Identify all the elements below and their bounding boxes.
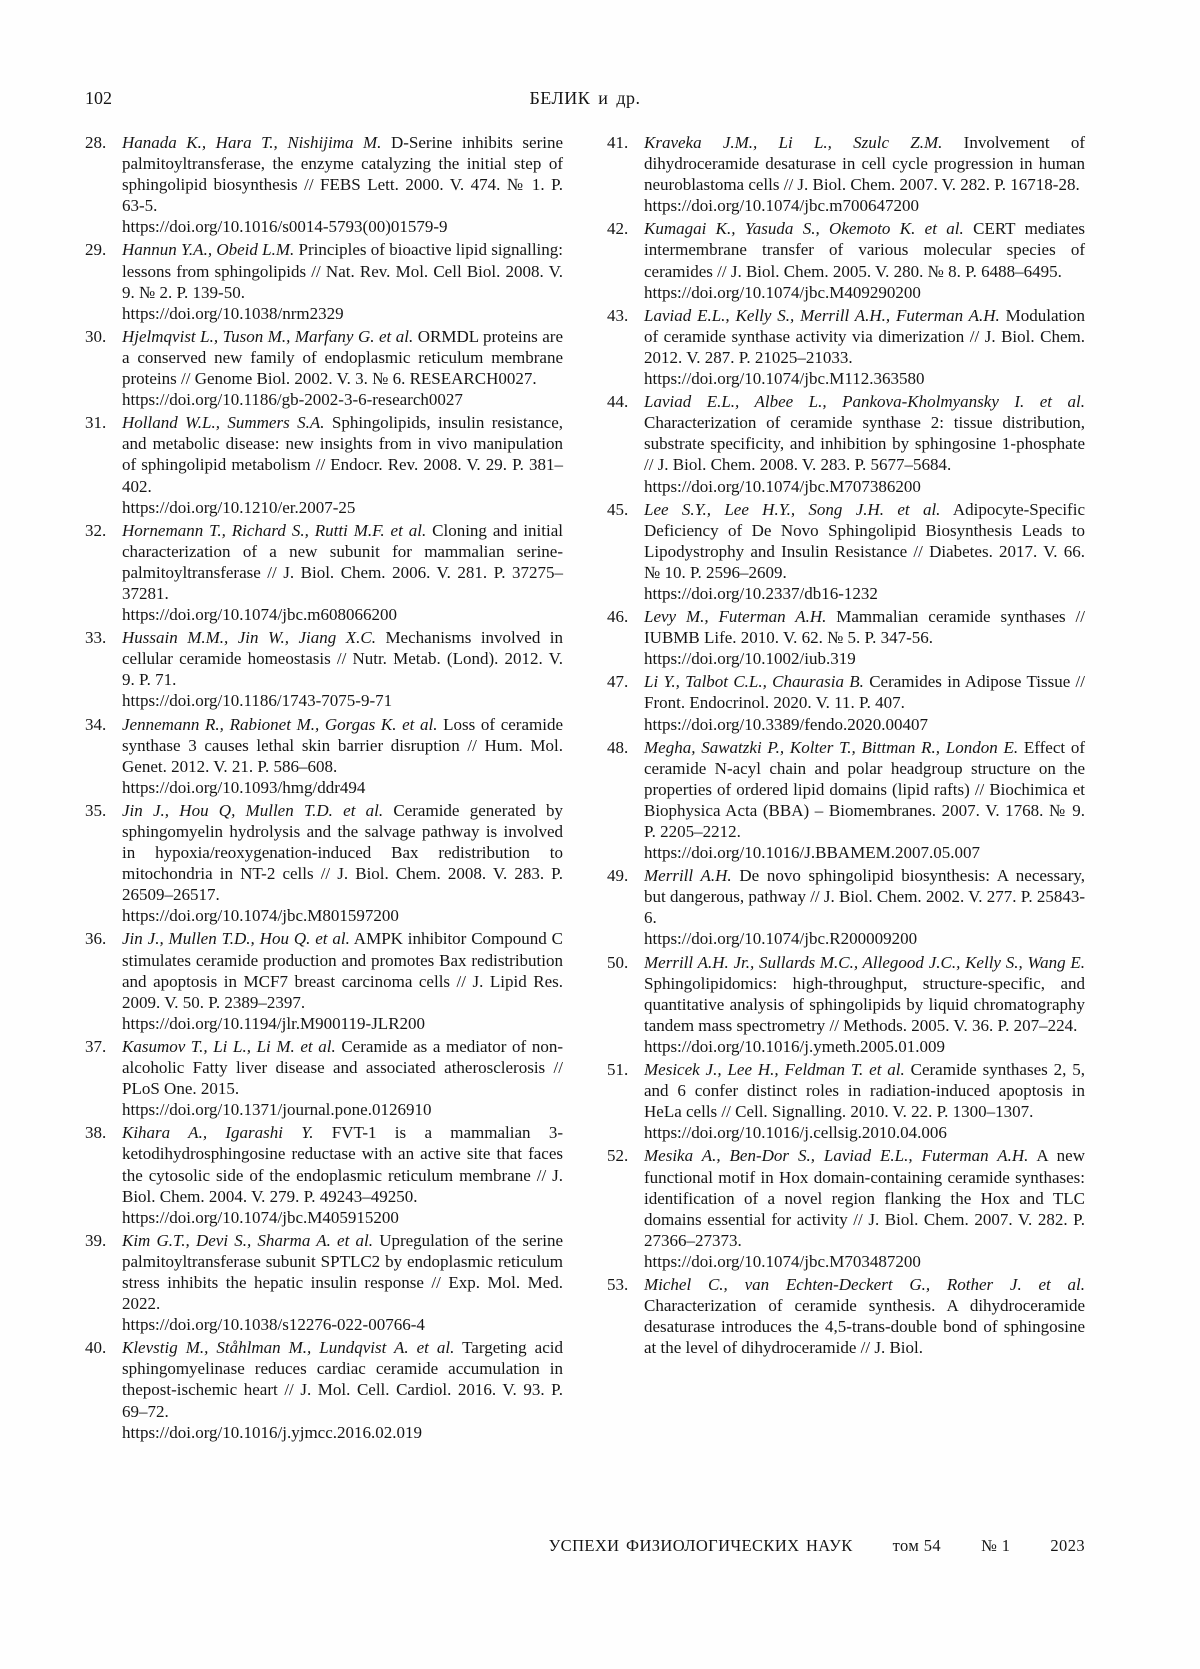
reference-authors: Kasumov T., Li L., Li M. et al. [122, 1036, 336, 1056]
reference-authors: Jin J., Mullen T.D., Hou Q. et al. [122, 929, 350, 949]
reference-body [644, 1274, 1085, 1358]
reference-item [607, 606, 1085, 669]
reference-body [122, 800, 563, 905]
reference-body [644, 606, 1085, 648]
reference-authors: Kumagai K., Yasuda S., Okemoto K. et al. [644, 219, 964, 239]
reference-doi: https://doi.org/10.1038/nrm2329 [122, 303, 344, 323]
reference-body [122, 132, 563, 216]
reference-item [607, 499, 1085, 604]
reference-text: Characterization of ceramide synthase 2: tissue distribution, substrate specificity, and inhibition by sphingosine 1-phosphate // J. Biol. Chem. 2008. V. 283. P. 5677–5684. [644, 413, 1085, 475]
reference-number: 53. [607, 1274, 629, 1294]
reference-item [607, 1145, 1085, 1272]
reference-item [607, 671, 1085, 734]
reference-text: Cloning and initial characterization of a new subunit for mammalian serine-palmitoyltransferase // J. Biol. Chem. 2006. V. 281. P. 37275–37281. [122, 520, 563, 603]
reference-item [85, 714, 563, 798]
reference-authors: Mesika A., Ben-Dor S., Laviad E.L., Futerman A.H. [644, 1146, 1029, 1166]
reference-body [644, 499, 1085, 583]
reference-doi: https://doi.org/10.1074/jbc.M707386200 [644, 476, 921, 496]
reference-doi: https://doi.org/10.1210/er.2007-25 [122, 497, 356, 517]
reference-authors: Lee S.Y., Lee H.Y., Song J.H. et al. [644, 499, 941, 519]
reference-doi: https://doi.org/10.1194/jlr.M900119-JLR200 [122, 1013, 426, 1033]
reference-doi: https://doi.org/10.1074/jbc.M405915200 [122, 1207, 399, 1227]
reference-authors: Hjelmqvist L., Tuson M., Marfany G. et al. [122, 326, 414, 346]
footer-issue: № 1 [981, 1536, 1011, 1555]
reference-list [85, 132, 1085, 1445]
reference-number: 42. [607, 219, 629, 239]
page-header [85, 88, 1085, 112]
reference-item [607, 952, 1085, 1057]
reference-authors: Michel C., van Echten-Deckert G., Rother J. et al. [644, 1274, 1085, 1294]
reference-item [85, 1337, 563, 1442]
reference-body [644, 218, 1085, 281]
reference-authors: Kim G.T., Devi S., Sharma A. et al. [122, 1230, 373, 1250]
reference-authors: Hornemann T., Richard S., Rutti M.F. et al. [122, 520, 427, 540]
reference-body [122, 714, 563, 777]
reference-text: AMPK inhibitor Compound C stimulates ceramide production and promotes Bax redistribution and apoptosis in MCF7 breast carcinoma cells // J. Lipid Res. 2009. V. 50. P. 2389–2397. [122, 929, 563, 1012]
reference-text: Characterization of ceramide synthesis. A dihydroceramide desaturase introduces the 4,5-trans-double bond of sphingosine at the level of dihydroceramide // J. Biol. [644, 1296, 1085, 1358]
reference-text: Loss of ceramide synthase 3 causes lethal skin barrier disruption // Hum. Mol. Genet. 2012. V. 21. P. 586–608. [122, 714, 563, 776]
page-number: 102 [85, 88, 112, 108]
reference-doi: https://doi.org/10.2337/db16-1232 [644, 583, 878, 603]
reference-authors: Megha, Sawatzki P., Kolter T., Bittman R., London E. [644, 737, 1019, 757]
reference-item [85, 1230, 563, 1335]
reference-number: 40. [85, 1338, 107, 1358]
reference-number: 50. [607, 952, 629, 972]
reference-number: 48. [607, 737, 629, 757]
reference-number: 33. [85, 628, 107, 648]
reference-doi: https://doi.org/10.1016/J.BBAMEM.2007.05.007 [644, 843, 980, 863]
reference-number: 35. [85, 800, 107, 820]
reference-number: 49. [607, 866, 629, 886]
reference-item [607, 132, 1085, 216]
reference-body [122, 627, 563, 690]
reference-number: 41. [607, 133, 629, 152]
reference-text: Ceramides in Adipose Tissue // Front. Endocrinol. 2020. V. 11. P. 407. [644, 672, 1086, 713]
reference-text: D-Serine inhibits serine palmitoyltransferase, the enzyme catalyzing the initial step of sphingolipid biosynthesis // FEBS Lett. 2000. V. 474. № 1. P. 63-5. [122, 133, 564, 216]
reference-body [644, 952, 1085, 1036]
reference-body [122, 928, 563, 1012]
reference-item [607, 1274, 1085, 1358]
reference-doi: https://doi.org/10.1074/jbc.M703487200 [644, 1251, 921, 1271]
reference-number: 37. [85, 1036, 107, 1056]
reference-item [85, 326, 563, 410]
reference-number: 45. [607, 499, 629, 519]
reference-item [85, 132, 563, 237]
reference-number: 51. [607, 1060, 629, 1080]
reference-authors: Hussain M.M., Jin W., Jiang X.C. [122, 628, 376, 648]
reference-authors: Laviad E.L., Albee L., Pankova-Kholmyansky I. et al. [644, 392, 1085, 412]
reference-doi: https://doi.org/10.1074/jbc.m608066200 [122, 605, 397, 625]
reference-doi: https://doi.org/10.1186/1743-7075-9-71 [122, 691, 393, 711]
references-column-left [85, 132, 563, 1445]
reference-body [644, 865, 1085, 928]
reference-authors: Merrill A.H. Jr., Sullards M.C., Allegood J.C., Kelly S., Wang E. [644, 952, 1085, 972]
reference-doi: https://doi.org/10.1074/jbc.R200009200 [644, 929, 918, 949]
reference-item [607, 218, 1085, 302]
reference-number: 36. [85, 929, 107, 949]
reference-body [122, 520, 563, 604]
reference-doi: https://doi.org/10.1002/iub.319 [644, 649, 856, 669]
reference-body [122, 1230, 563, 1314]
reference-text: Ceramide generated by sphingomyelin hydrolysis and the salvage pathway is involved in hypoxia/reoxygenation-induced Bax redistribution to mitochondria in NT-2 cells // J. Biol. Chem. 2008. V. 283. P. 26509–26517. [122, 800, 564, 905]
reference-item [85, 239, 563, 323]
reference-number: 30. [85, 326, 107, 346]
reference-doi: https://doi.org/10.1186/gb-2002-3-6-research0027 [122, 390, 463, 410]
reference-body [644, 391, 1085, 475]
reference-doi: https://doi.org/10.1016/j.yjmcc.2016.02.019 [122, 1422, 423, 1442]
footer-journal-title: УСПЕХИ ФИЗИОЛОГИЧЕСКИХ НАУК [548, 1536, 853, 1555]
reference-text: CERT mediates intermembrane transfer of various molecular species of ceramides // J. Biol. Chem. 2005. V. 280. № 8. P. 6488–6495. [644, 219, 1086, 281]
reference-text: ORMDL proteins are a conserved new family of endoplasmic reticulum membrane proteins // Genome Biol. 2002. V. 3. № 6. RESEARCH0027. [122, 326, 563, 389]
reference-doi: https://doi.org/10.1016/j.cellsig.2010.04.006 [644, 1123, 947, 1143]
reference-authors: Laviad E.L., Kelly S., Merrill A.H., Futerman A.H. [644, 305, 1000, 325]
reference-doi: https://doi.org/10.3389/fendo.2020.00407 [644, 714, 928, 734]
reference-item [85, 928, 563, 1033]
reference-body [122, 239, 563, 302]
reference-item [85, 627, 563, 711]
reference-text: Sphingolipidomics: high-throughput, structure-specific, and quantitative analysis of sphingolipids by liquid chromatography tandem mass spectrometry // Methods. 2005. V. 36. P. 207–224. [644, 973, 1085, 1035]
reference-doi: https://doi.org/10.1074/jbc.m700647200 [644, 196, 919, 216]
reference-authors: Levy M., Futerman A.H. [644, 607, 827, 627]
reference-number: 31. [85, 413, 107, 433]
reference-text: Ceramide synthases 2, 5, and 6 confer distinct roles in radiation-induced apoptosis in HeLa cells // Cell. Signalling. 2010. V. 22. P. 1300–1307. [644, 1060, 1085, 1122]
reference-number: 39. [85, 1230, 107, 1250]
reference-text: Targeting acid sphingomyelinase reduces cardiac ceramide accumulation in thepost-ischemic heart // J. Mol. Cell. Cardiol. 2016. V. 93. P. 69–72. [122, 1338, 563, 1421]
reference-body [122, 1122, 563, 1206]
reference-item [85, 800, 563, 927]
reference-body [644, 1059, 1085, 1122]
reference-item [85, 1122, 563, 1227]
reference-number: 32. [85, 520, 107, 540]
reference-authors: Mesicek J., Lee H., Feldman T. et al. [644, 1060, 905, 1080]
reference-doi: https://doi.org/10.1074/jbc.M112.363580 [644, 369, 925, 389]
reference-authors: Li Y., Talbot C.L., Chaurasia B. [644, 672, 864, 692]
reference-number: 29. [85, 240, 107, 260]
reference-authors: Hannun Y.A., Obeid L.M. [122, 240, 295, 260]
reference-item [85, 520, 563, 625]
reference-number: 46. [607, 607, 629, 627]
reference-doi: https://doi.org/10.1093/hmg/ddr494 [122, 777, 366, 797]
reference-number: 52. [607, 1146, 629, 1166]
footer-volume: том 54 [892, 1536, 942, 1555]
reference-number: 38. [85, 1123, 107, 1143]
reference-doi: https://doi.org/10.1074/jbc.M801597200 [122, 906, 399, 926]
reference-number: 28. [85, 133, 107, 152]
footer-year: 2023 [1050, 1536, 1085, 1555]
reference-body [644, 671, 1085, 713]
reference-text: Sphingolipids, insulin resistance, and metabolic disease: new insights from in vivo manipulation of sphingolipid metabolism // Endocr. Rev. 2008. V. 29. P. 381–402. [122, 413, 563, 496]
reference-authors: Kihara A., Igarashi Y. [122, 1123, 314, 1143]
reference-doi: https://doi.org/10.1371/journal.pone.0126910 [122, 1100, 432, 1120]
reference-text: Involvement of dihydroceramide desaturase in cell cycle progression in human neuroblastoma cells // J. Biol. Chem. 2007. V. 282. P. 16718-28. [644, 133, 1085, 195]
reference-number: 44. [607, 392, 629, 412]
reference-body [644, 132, 1085, 195]
reference-text: Modulation of ceramide synthase activity via dimerization // J. Biol. Chem. 2012. V. 287. P. 21025–21033. [644, 305, 1085, 367]
reference-text: Mechanisms involved in cellular ceramide homeostasis // Nutr. Metab. (Lond). 2012. V. 9. P. 71. [122, 628, 563, 690]
reference-body [122, 1036, 563, 1099]
reference-authors: Hanada K., Hara T., Nishijima M. [122, 133, 382, 152]
reference-body [122, 1337, 563, 1421]
reference-body [644, 1145, 1085, 1250]
reference-body [644, 305, 1085, 368]
reference-authors: Jennemann R., Rabionet M., Gorgas K. et al. [122, 714, 438, 734]
reference-doi: https://doi.org/10.1016/j.ymeth.2005.01.009 [644, 1036, 945, 1056]
reference-authors: Merrill A.H. [644, 866, 732, 886]
reference-authors: Jin J., Hou Q, Mullen T.D. et al. [122, 800, 384, 820]
reference-doi: https://doi.org/10.1038/s12276-022-00766-4 [122, 1315, 425, 1335]
reference-number: 43. [607, 305, 629, 325]
reference-text: Mammalian ceramide synthases // IUBMB Life. 2010. V. 62. № 5. P. 347-56. [644, 607, 1086, 648]
reference-item [607, 391, 1085, 496]
reference-number: 47. [607, 672, 629, 692]
reference-text: Adipocyte-Specific Deficiency of De Novo Sphingolipid Biosynthesis Leads to Lipodystrophy and Insulin Resistance // Diabetes. 2017. V. 66. № 10. P. 2596–2609. [644, 499, 1085, 582]
reference-item [607, 1059, 1085, 1143]
reference-body [122, 326, 563, 389]
reference-item [607, 865, 1085, 949]
reference-body [644, 737, 1085, 842]
reference-authors: Kraveka J.M., Li L., Szulc Z.M. [644, 133, 943, 152]
reference-authors: Holland W.L., Summers S.A. [122, 413, 325, 433]
reference-text: Ceramide as a mediator of non-alcoholic Fatty liver disease and associated atherosclerosis // PLoS One. 2015. [122, 1036, 563, 1099]
references-column-right [607, 132, 1085, 1445]
reference-text: A new functional motif in Hox domain-containing ceramide synthases: identification of a novel region flanking the Hox and TLC domains essential for activity // J. Biol. Chem. 2007. V. 282. P. 27366–27373. [644, 1146, 1085, 1250]
reference-item [607, 305, 1085, 389]
journal-footer [85, 1536, 1085, 1556]
reference-body [122, 412, 563, 496]
reference-authors: Klevstig M., Ståhlman M., Lundqvist A. et al. [122, 1338, 455, 1358]
reference-item [85, 1036, 563, 1120]
reference-text: Effect of ceramide N-acyl chain and polar headgroup structure on the properties of ordered lipid domains (lipid rafts) // Biochimica et Biophysica Acta (BBA) – Biomembranes. 2007. V. 1768. № 9. P. 2205–2212. [644, 737, 1086, 841]
reference-doi: https://doi.org/10.1016/s0014-5793(00)01579-9 [122, 217, 448, 237]
reference-item [85, 412, 563, 517]
running-head: БЕЛИК и др. [529, 88, 641, 108]
reference-text: FVT-1 is a mammalian 3-ketodihydrosphingosine reductase with an active site that faces the cytosolic side of the endoplasmic reticulum membrane // J. Biol. Chem. 2004. V. 279. P. 49243–49250. [122, 1123, 564, 1206]
reference-text: De novo sphingolipid biosynthesis: A necessary, but dangerous, pathway // J. Biol. Chem. 2002. V. 277. P. 25843-6. [644, 866, 1085, 928]
reference-number: 34. [85, 714, 107, 734]
reference-text: Principles of bioactive lipid signalling: lessons from sphingolipids // Nat. Rev. Mol. Cell Biol. 2008. V. 9. № 2. P. 139-50. [122, 240, 563, 302]
reference-item [607, 737, 1085, 864]
reference-text: Upregulation of the serine palmitoyltransferase subunit SPTLC2 by endoplasmic reticulum stress inhibits the hepatic insulin response // Exp. Mol. Med. 2022. [122, 1230, 563, 1314]
reference-doi: https://doi.org/10.1074/jbc.M409290200 [644, 282, 921, 302]
